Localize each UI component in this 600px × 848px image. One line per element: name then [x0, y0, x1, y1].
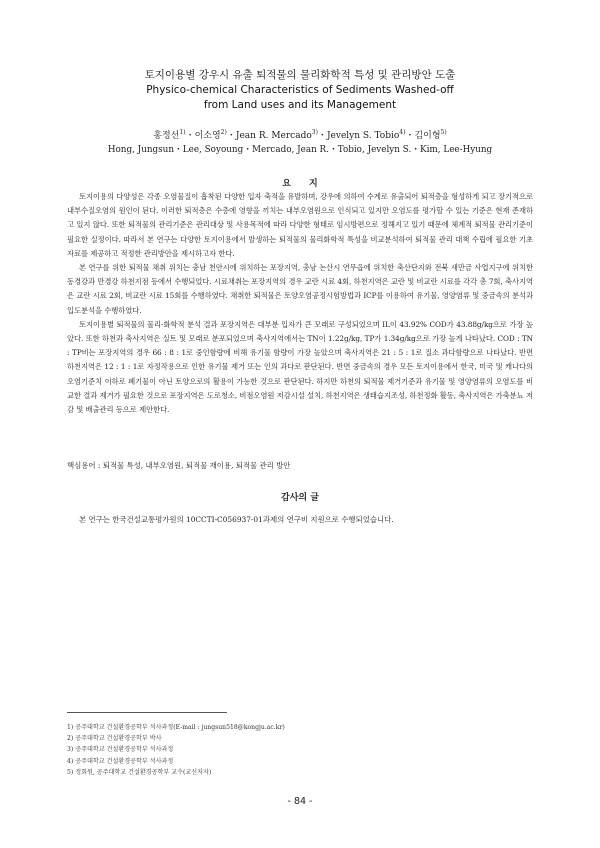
footnote-divider [67, 712, 227, 713]
footnotes [67, 722, 285, 778]
abstract-paragraph: 토지이용별 퇴적물의 물리-화학적 분석 결과 포장지역은 대부분 입자가 큰 모래로 구성되었으며 IL이 43.92% COD가 43.88g/kg으로 가장 높았다. 또한 하천과 축사지역은 실트 및 모래로 분포되었으며 축사지역에서는 TN이 1.22g/kg, TP가 1.34g/kg으로 가장 높게 나타났다. COD : TN : TP비는 포장지역의 경우 66 : 8 : 1로 중인함량에 비해 유기물 함량이 가장 높았으며 축사지역은 21 : 5 : 1로 질소 과다함량으로 나타났다. 반면 하천지역은 12 : 1 : 1로 자정작용으로 인한 유기물 제거 또는 인의 과다로 판단된다. 반면 중금속의 경우 모든 토지이용에서 한국, 미국 및 캐나다의 오염기준치 이하로 폐기물이 아닌 토양으로의 활용이 가능한 것으로 판단된다. 하지만 하천의 퇴적물 제거기준과 유기물 및 영양염류의 오염도를 비교한 결과 제거가 필요한 것으로 포장지역은 도로청소, 비점오염원 저감시설 설치, 하천지역은 생태습지조성, 하천정화 활동, 축사지역은 가축분뇨 저감 및 배출관리 등으로 제안한다. [67, 319, 533, 415]
author-mark: 4) [399, 129, 406, 136]
acknowledgement-heading: 감사의 글 [281, 493, 319, 503]
abstract-heading: 요 지 [282, 179, 318, 189]
title-english-line2: from Land uses and its Management [203, 99, 397, 111]
footnote: 2) 공주대학교 건설환경공학부 박사 [67, 735, 162, 743]
acknowledgement-text: 본 연구는 한국건설교통평가원의 10CCTI-C056937-01과제의 연구비 지원으로 수행되었습니다. [79, 515, 394, 524]
keywords: 핵심용어 : 퇴적물 특성, 내부오염원, 퇴적물 재이용, 퇴적물 관리 방안 [67, 461, 291, 470]
abstract-paragraph: 본 연구를 위한 퇴적물 채취 위치는 충남 천안시에 위치하는 포장지역, 충남 논산시 연무읍에 위치한 축산단지와 전북 새만금 사업지구에 위치한 동경강과 만경강 하천지점 등에서 수행되었다. 시료채취는 포장지역의 경우 교란 시료 4회, 하천지역은 교란 및 비교란 시료를 각각 총 7회, 축사지역은 교란 시료 2회, 비교란 시료 15회를 수행하였다. 채취한 퇴적물은 토양오염공정시험방법과 ICP를 이용하여 유기물, 영양염류 및 중금속의 분석과 입도분석을 수행하였다. [67, 263, 533, 315]
footnote: 5) 정회원, 공주대학교 건설환경공학부 교수(교신저자) [67, 768, 212, 776]
author-name: 김이형 [414, 131, 441, 141]
authors-english: Hong, Jungsun・Lee, Soyoung・Mercado, Jean R.・Tobio, Jevelyn S.・Kim, Lee-Hyung [107, 145, 493, 155]
author-mark: 3) [311, 129, 318, 136]
author-name: Jean R. Mercado [235, 131, 312, 141]
author-mark: 1) [179, 129, 186, 136]
title-korean: 토지이용별 강우시 유출 퇴적물의 물리화학적 특성 및 관리방안 도출 [144, 69, 456, 81]
author-name: 홍정선 [153, 131, 180, 141]
authors-korean: 홍정선$^{1)}$・이소영$^{2)}$・Jean R. Mercado$^{3)}$・Jevelyn S. Tobio$^{4)}$・김이형$^{5)}$ [153, 129, 447, 141]
author-mark: 5) [440, 129, 447, 136]
abstract-paragraph: 토지이용의 다양성은 각종 오염물질이 흡착된 다양한 입자 축적을 유발하며, 강우에 의하여 수계로 유출되어 퇴적층을 형성하게 되고 장기적으로 내부수질오염의 원인이 된다. 이러한 퇴적층은 수층에 영향을 끼치는 내부오염원으로 인식되고 있지만 오염도를 평가할 수 있는 기준은 현재 존재하고 있지 않다. 또한 퇴적물의 관리기준은 관리대상 및 사용목적에 따라 다양한 형태로 임시방편으로 정해지고 있기 때문에 체계적 퇴적물 관리기준이 필요한 실정이다. 따라서 본 연구는 다양한 토지이용에서 발생하는 퇴적물의 물리화학적 특성을 비교분석하여 퇴적물 관리 대책 수립에 필요한 기초자료를 제공하고 적정한 관리방안을 제시하고자 한다. [67, 192, 533, 258]
footnote: 1) 공주대학교 건설환경공학부 석사과정(E-mail : jungsun518@kongju.ac.kr) [67, 724, 285, 731]
page-number: - 84 - [287, 796, 313, 807]
footnote: 3) 공주대학교 건설환경공학부 석사과정 [67, 746, 174, 754]
footnote: 4) 공주대학교 건설환경공학부 석사과정 [67, 757, 174, 765]
abstract-body [67, 190, 533, 417]
author-mark: 2) [220, 129, 227, 136]
title-english-line1: Physico-chemical Characteristics of Sediments Washed-off [146, 84, 454, 96]
author-name: 이소영 [194, 131, 221, 141]
author-name: Jevelyn S. Tobio [326, 131, 400, 141]
